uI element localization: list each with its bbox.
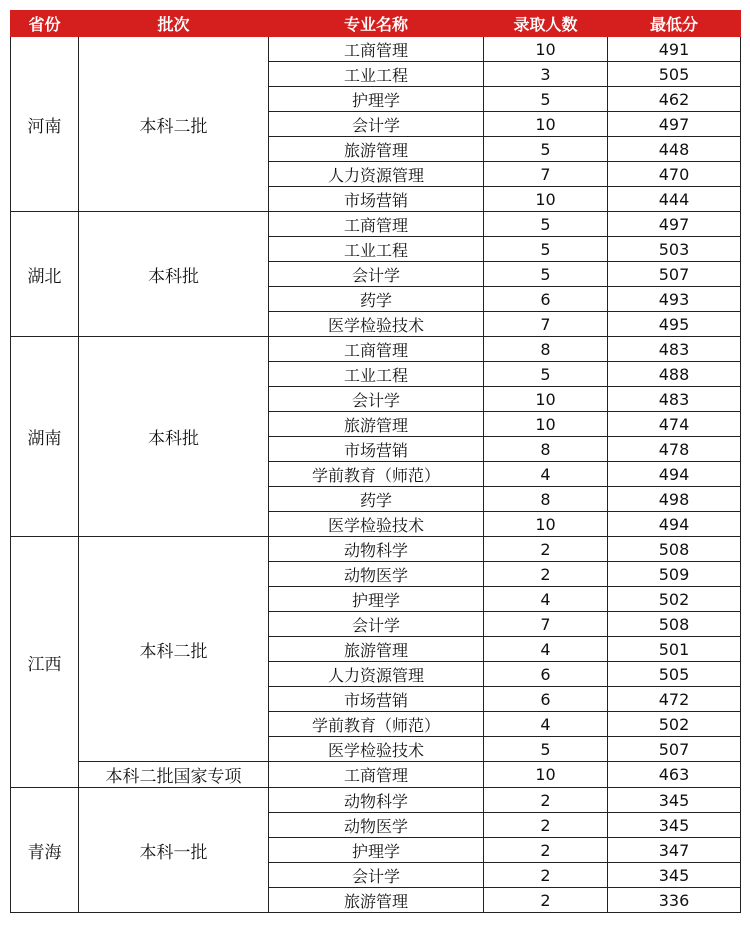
admitted-count-cell: 6: [484, 662, 608, 687]
admitted-count-cell: 2: [484, 813, 608, 838]
min-score-cell: 505: [608, 662, 741, 687]
admitted-count-cell: 6: [484, 287, 608, 312]
major-cell: 旅游管理: [269, 137, 484, 162]
admission-table: [10, 10, 741, 913]
major-cell: 工业工程: [269, 237, 484, 262]
major-cell: 会计学: [269, 387, 484, 412]
min-score-cell: 345: [608, 863, 741, 888]
major-cell: 工商管理: [269, 337, 484, 362]
major-cell: 学前教育（师范）: [269, 712, 484, 737]
header-major: 专业名称: [269, 11, 484, 37]
admitted-count-cell: 7: [484, 312, 608, 337]
min-score-cell: 508: [608, 612, 741, 637]
major-cell: 市场营销: [269, 437, 484, 462]
admitted-count-cell: 5: [484, 262, 608, 287]
major-cell: 旅游管理: [269, 888, 484, 913]
table-row: [11, 788, 741, 813]
admitted-count-cell: 2: [484, 838, 608, 863]
admitted-count-cell: 10: [484, 387, 608, 412]
major-cell: 护理学: [269, 838, 484, 863]
admitted-count-cell: 6: [484, 687, 608, 712]
min-score-cell: 347: [608, 838, 741, 863]
admitted-count-cell: 8: [484, 437, 608, 462]
min-score-cell: 497: [608, 112, 741, 137]
batch-cell: 本科批: [79, 212, 269, 337]
major-cell: 会计学: [269, 863, 484, 888]
min-score-cell: 493: [608, 287, 741, 312]
header-admitted-count: 录取人数: [484, 11, 608, 37]
min-score-cell: 483: [608, 337, 741, 362]
province-cell: 青海: [11, 788, 79, 913]
min-score-cell: 498: [608, 487, 741, 512]
table-row: [11, 37, 741, 62]
admitted-count-cell: 5: [484, 362, 608, 387]
major-cell: 医学检验技术: [269, 737, 484, 762]
major-cell: 人力资源管理: [269, 662, 484, 687]
major-cell: 会计学: [269, 262, 484, 287]
admitted-count-cell: 8: [484, 487, 608, 512]
batch-cell: 本科批: [79, 337, 269, 537]
major-cell: 会计学: [269, 612, 484, 637]
major-cell: 动物科学: [269, 537, 484, 562]
admitted-count-cell: 2: [484, 537, 608, 562]
table-row: [11, 762, 741, 788]
major-cell: 医学检验技术: [269, 512, 484, 537]
header-batch: 批次: [79, 11, 269, 37]
admitted-count-cell: 2: [484, 562, 608, 587]
batch-cell: 本科二批国家专项: [79, 762, 269, 788]
min-score-cell: 345: [608, 813, 741, 838]
min-score-cell: 463: [608, 762, 741, 788]
province-cell: 湖南: [11, 337, 79, 537]
min-score-cell: 507: [608, 737, 741, 762]
min-score-cell: 502: [608, 587, 741, 612]
major-cell: 市场营销: [269, 187, 484, 212]
table-row: [11, 212, 741, 237]
admitted-count-cell: 5: [484, 237, 608, 262]
admitted-count-cell: 10: [484, 187, 608, 212]
min-score-cell: 497: [608, 212, 741, 237]
major-cell: 工业工程: [269, 62, 484, 87]
min-score-cell: 507: [608, 262, 741, 287]
major-cell: 护理学: [269, 587, 484, 612]
min-score-cell: 336: [608, 888, 741, 913]
min-score-cell: 474: [608, 412, 741, 437]
major-cell: 工业工程: [269, 362, 484, 387]
major-cell: 工商管理: [269, 762, 484, 788]
min-score-cell: 444: [608, 187, 741, 212]
min-score-cell: 470: [608, 162, 741, 187]
major-cell: 工商管理: [269, 37, 484, 62]
admitted-count-cell: 10: [484, 412, 608, 437]
major-cell: 动物医学: [269, 813, 484, 838]
min-score-cell: 483: [608, 387, 741, 412]
admitted-count-cell: 3: [484, 62, 608, 87]
min-score-cell: 494: [608, 512, 741, 537]
min-score-cell: 448: [608, 137, 741, 162]
major-cell: 动物医学: [269, 562, 484, 587]
major-cell: 学前教育（师范）: [269, 462, 484, 487]
min-score-cell: 501: [608, 637, 741, 662]
major-cell: 会计学: [269, 112, 484, 137]
min-score-cell: 495: [608, 312, 741, 337]
min-score-cell: 494: [608, 462, 741, 487]
min-score-cell: 345: [608, 788, 741, 813]
admitted-count-cell: 7: [484, 612, 608, 637]
header-row: [11, 11, 741, 37]
batch-cell: 本科二批: [79, 537, 269, 762]
min-score-cell: 509: [608, 562, 741, 587]
min-score-cell: 462: [608, 87, 741, 112]
min-score-cell: 478: [608, 437, 741, 462]
major-cell: 动物科学: [269, 788, 484, 813]
admitted-count-cell: 4: [484, 462, 608, 487]
table-row: [11, 537, 741, 562]
min-score-cell: 491: [608, 37, 741, 62]
batch-cell: 本科二批: [79, 37, 269, 212]
admitted-count-cell: 10: [484, 112, 608, 137]
min-score-cell: 502: [608, 712, 741, 737]
admitted-count-cell: 4: [484, 587, 608, 612]
major-cell: 药学: [269, 287, 484, 312]
admitted-count-cell: 2: [484, 788, 608, 813]
table-row: [11, 337, 741, 362]
min-score-cell: 508: [608, 537, 741, 562]
admitted-count-cell: 5: [484, 212, 608, 237]
min-score-cell: 488: [608, 362, 741, 387]
header-province: 省份: [11, 11, 79, 37]
major-cell: 护理学: [269, 87, 484, 112]
admitted-count-cell: 7: [484, 162, 608, 187]
major-cell: 医学检验技术: [269, 312, 484, 337]
admitted-count-cell: 10: [484, 37, 608, 62]
admitted-count-cell: 8: [484, 337, 608, 362]
admitted-count-cell: 10: [484, 762, 608, 788]
batch-cell: 本科一批: [79, 788, 269, 913]
major-cell: 人力资源管理: [269, 162, 484, 187]
province-cell: 江西: [11, 537, 79, 788]
major-cell: 工商管理: [269, 212, 484, 237]
admitted-count-cell: 4: [484, 712, 608, 737]
major-cell: 旅游管理: [269, 412, 484, 437]
admitted-count-cell: 5: [484, 737, 608, 762]
major-cell: 药学: [269, 487, 484, 512]
admitted-count-cell: 4: [484, 637, 608, 662]
major-cell: 旅游管理: [269, 637, 484, 662]
province-cell: 湖北: [11, 212, 79, 337]
min-score-cell: 503: [608, 237, 741, 262]
province-cell: 河南: [11, 37, 79, 212]
admitted-count-cell: 2: [484, 863, 608, 888]
admitted-count-cell: 5: [484, 87, 608, 112]
table-body: [11, 37, 741, 913]
min-score-cell: 505: [608, 62, 741, 87]
min-score-cell: 472: [608, 687, 741, 712]
major-cell: 市场营销: [269, 687, 484, 712]
admitted-count-cell: 10: [484, 512, 608, 537]
header-min-score: 最低分: [608, 11, 741, 37]
admitted-count-cell: 5: [484, 137, 608, 162]
admitted-count-cell: 2: [484, 888, 608, 913]
